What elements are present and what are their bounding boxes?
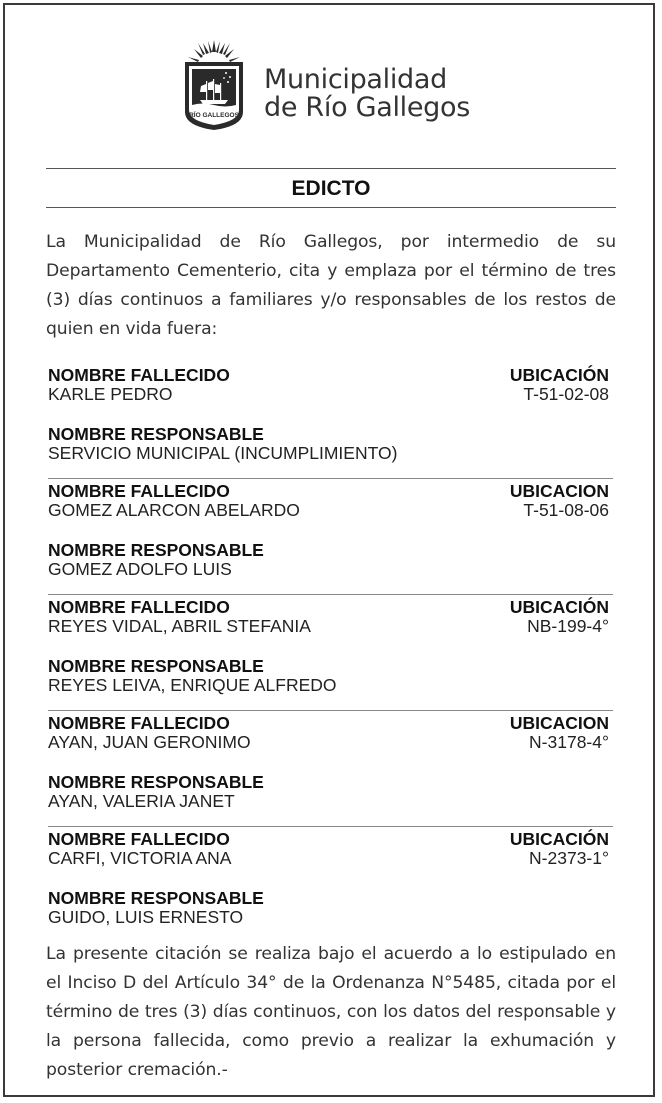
deceased-entry (48, 827, 613, 942)
responsible-name: GOMEZ ADOLFO LUIS (48, 559, 232, 579)
responsible-name-label: NOMBRE RESPONSABLE (48, 888, 264, 908)
intro-paragraph: La Municipalidad de Río Gallegos, por intermedio de su Departamento Cementerio, cita y emplaza por el término de tres (3) días continuos a familiares y/o responsables de los restos de quien en vida fuera: (46, 232, 616, 339)
responsible-name: SERVICIO MUNICIPAL (INCUMPLIMIENTO) (48, 443, 398, 463)
deceased-name-label: NOMBRE FALLECIDO (48, 597, 230, 617)
closing-paragraph: La presente citación se realiza bajo el acuerdo a lo estipulado en el Inciso D del Artículo 34° de la Ordenanza N°5485, citada por el término de tres (3) días continuos, con los datos del responsable y la persona fallecida, como previo a realizar la exhumación y posterior cremación.- (46, 944, 616, 1080)
responsible-name-label: NOMBRE RESPONSABLE (48, 772, 264, 792)
title-top-rule (46, 168, 616, 169)
responsible-name: REYES LEIVA, ENRIQUE ALFREDO (48, 675, 337, 695)
location-code: T-51-08-06 (523, 500, 609, 520)
deceased-name: AYAN, JUAN GERONIMO (48, 732, 251, 752)
deceased-name: CARFI, VICTORIA ANA (48, 848, 232, 868)
deceased-entry (48, 479, 613, 595)
responsible-name-label: NOMBRE RESPONSABLE (48, 540, 264, 560)
location-code: N-2373-1° (529, 848, 609, 868)
location-code: N-3178-4° (529, 732, 609, 752)
location-code: T-51-02-08 (523, 384, 609, 404)
deceased-name-label: NOMBRE FALLECIDO (48, 829, 230, 849)
responsible-name: AYAN, VALERIA JANET (48, 791, 235, 811)
location-label: UBICACIÓN (509, 829, 609, 849)
location-label: UBICACIÓN (509, 365, 609, 385)
crest-lettering: RÍO GALLEGOS (189, 112, 239, 119)
deceased-name-label: NOMBRE FALLECIDO (48, 713, 230, 733)
deceased-entry (48, 363, 613, 479)
title-bottom-rule (46, 207, 616, 208)
crest-icon (183, 40, 245, 132)
municipality-name (264, 66, 470, 122)
deceased-entry (48, 711, 613, 827)
brand-line-1: Municipalidad (264, 64, 447, 95)
deceased-name: GOMEZ ALARCON ABELARDO (48, 500, 300, 520)
deceased-entry (48, 595, 613, 711)
municipal-crest-logo (183, 40, 245, 132)
location-label: UBICACION (509, 713, 609, 733)
location-code: NB-199-4° (527, 616, 609, 636)
location-label: UBICACIÓN (509, 597, 609, 617)
deceased-name-label: NOMBRE FALLECIDO (48, 365, 230, 385)
responsible-name-label: NOMBRE RESPONSABLE (48, 424, 264, 444)
deceased-name: REYES VIDAL, ABRIL STEFANIA (48, 616, 311, 636)
brand-line-2: de Río Gallegos (264, 92, 471, 123)
deceased-name-label: NOMBRE FALLECIDO (48, 481, 230, 501)
page-title: EDICTO (291, 177, 371, 200)
location-label: UBICACION (509, 481, 609, 501)
deceased-name: KARLE PEDRO (48, 384, 173, 404)
responsible-name: GUIDO, LUIS ERNESTO (48, 907, 244, 927)
responsible-name-label: NOMBRE RESPONSABLE (48, 656, 264, 676)
deceased-list (48, 363, 613, 942)
